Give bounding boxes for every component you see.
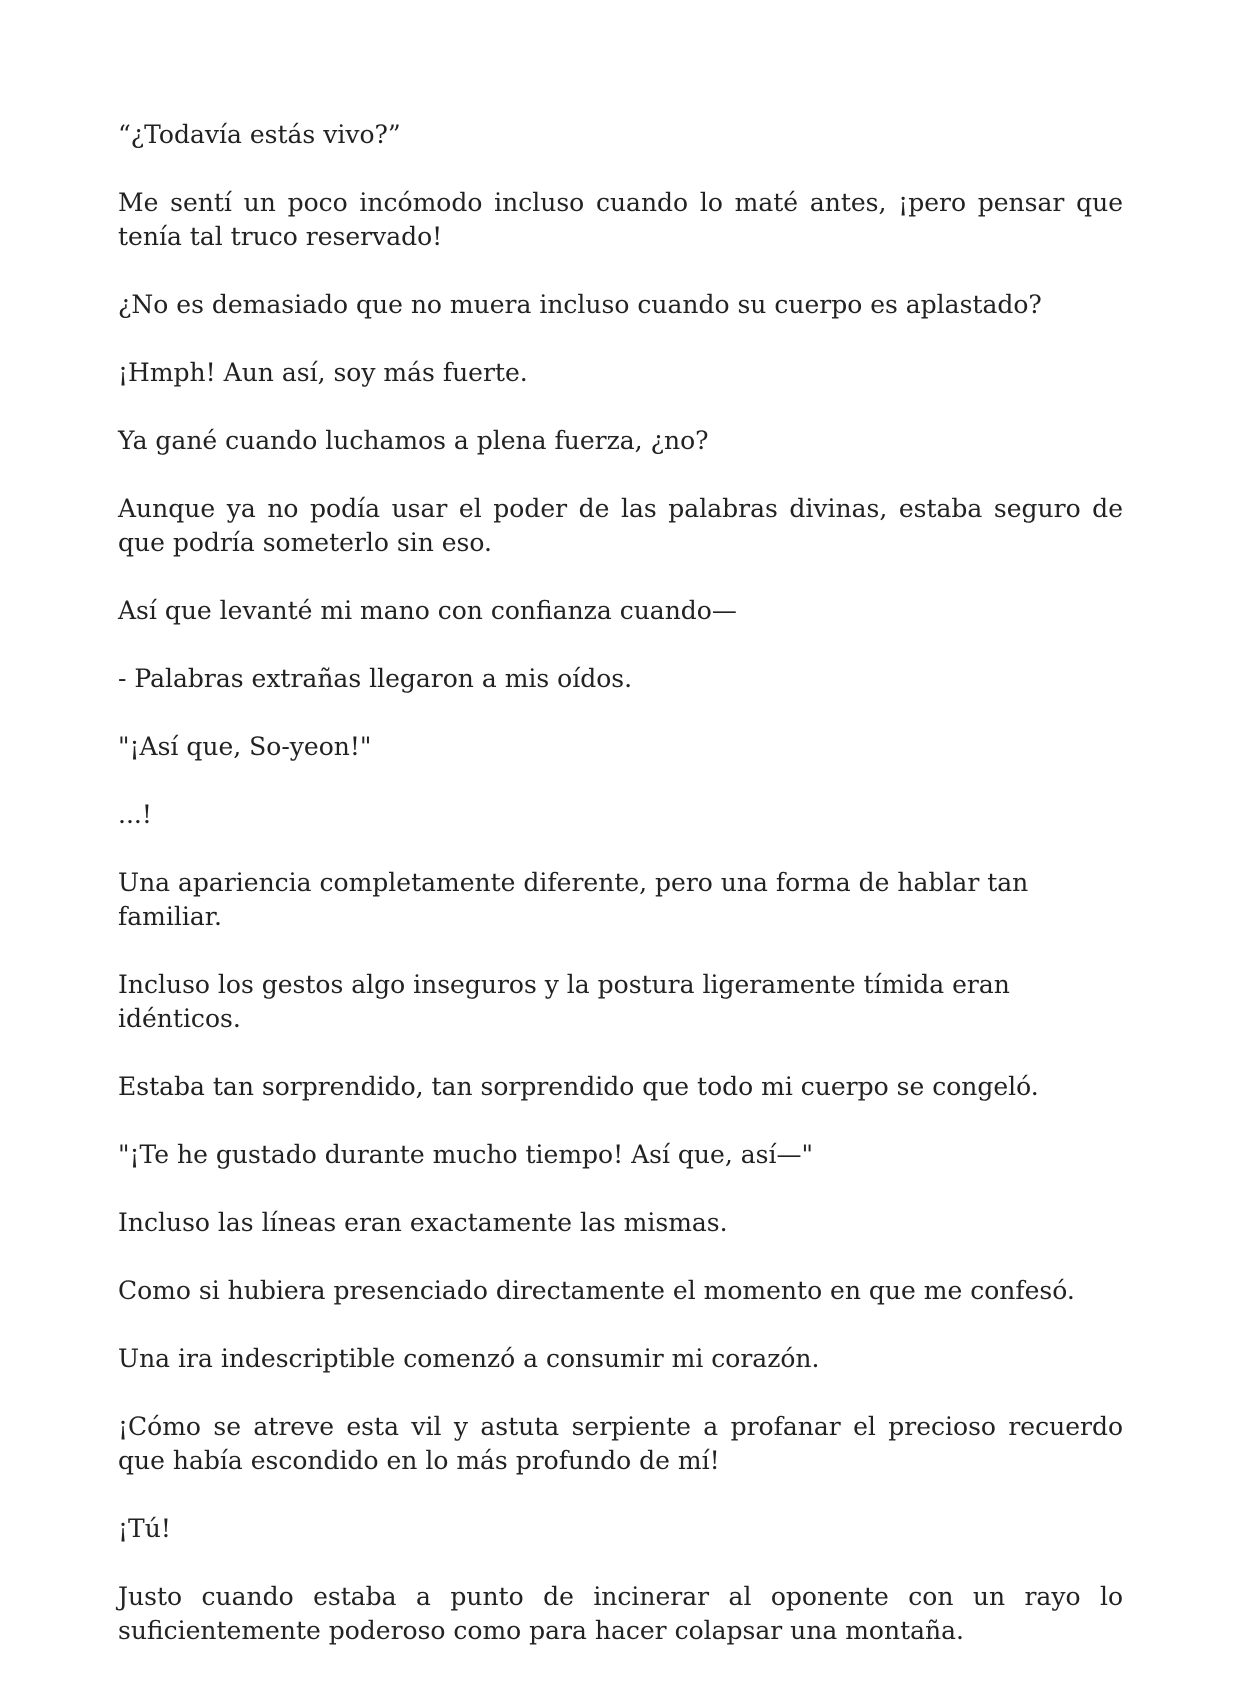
paragraph: Justo cuando estaba a punto de incinerar al oponente con un rayo lo suficientemente poderoso como para hacer colapsar una montaña. bbox=[118, 1582, 1123, 1645]
paragraph: ¿No es demasiado que no muera incluso cuando su cuerpo es aplastado? bbox=[118, 290, 1042, 319]
paragraph: Aunque ya no podía usar el poder de las palabras divinas, estaba seguro de que podría someterlo sin eso. bbox=[118, 494, 1123, 557]
document-body bbox=[118, 118, 1123, 1682]
paragraph: Me sentí un poco incómodo incluso cuando lo maté antes, ¡pero pensar que tenía tal truco reservado! bbox=[118, 188, 1123, 251]
paragraph: Estaba tan sorprendido, tan sorprendido que todo mi cuerpo se congeló. bbox=[118, 1072, 1039, 1101]
paragraph: Así que levanté mi mano con confianza cuando— bbox=[118, 596, 737, 625]
paragraph: Como si hubiera presenciado directamente el momento en que me confesó. bbox=[118, 1276, 1075, 1305]
paragraph: ¡Tú! bbox=[118, 1514, 171, 1543]
paragraph: Una apariencia completamente diferente, pero una forma de hablar tan familiar. bbox=[118, 868, 1029, 931]
paragraph: ...! bbox=[118, 800, 152, 829]
paragraph: ¡Hmph! Aun así, soy más fuerte. bbox=[118, 358, 528, 387]
paragraph: Una ira indescriptible comenzó a consumir mi corazón. bbox=[118, 1344, 820, 1373]
paragraph: - Palabras extrañas llegaron a mis oídos. bbox=[118, 664, 633, 693]
paragraph: "¡Te he gustado durante mucho tiempo! Así que, así—" bbox=[118, 1140, 813, 1169]
paragraph: “¿Todavía estás vivo?” bbox=[118, 120, 401, 149]
paragraph: Ya gané cuando luchamos a plena fuerza, ¿no? bbox=[118, 426, 709, 455]
paragraph: Incluso los gestos algo inseguros y la postura ligeramente tímida eran idénticos. bbox=[118, 970, 1010, 1033]
paragraph: ¡Cómo se atreve esta vil y astuta serpiente a profanar el precioso recuerdo que había escondido en lo más profundo de mí! bbox=[118, 1412, 1123, 1475]
paragraph: "¡Así que, So-yeon!" bbox=[118, 732, 372, 761]
paragraph: Incluso las líneas eran exactamente las mismas. bbox=[118, 1208, 728, 1237]
